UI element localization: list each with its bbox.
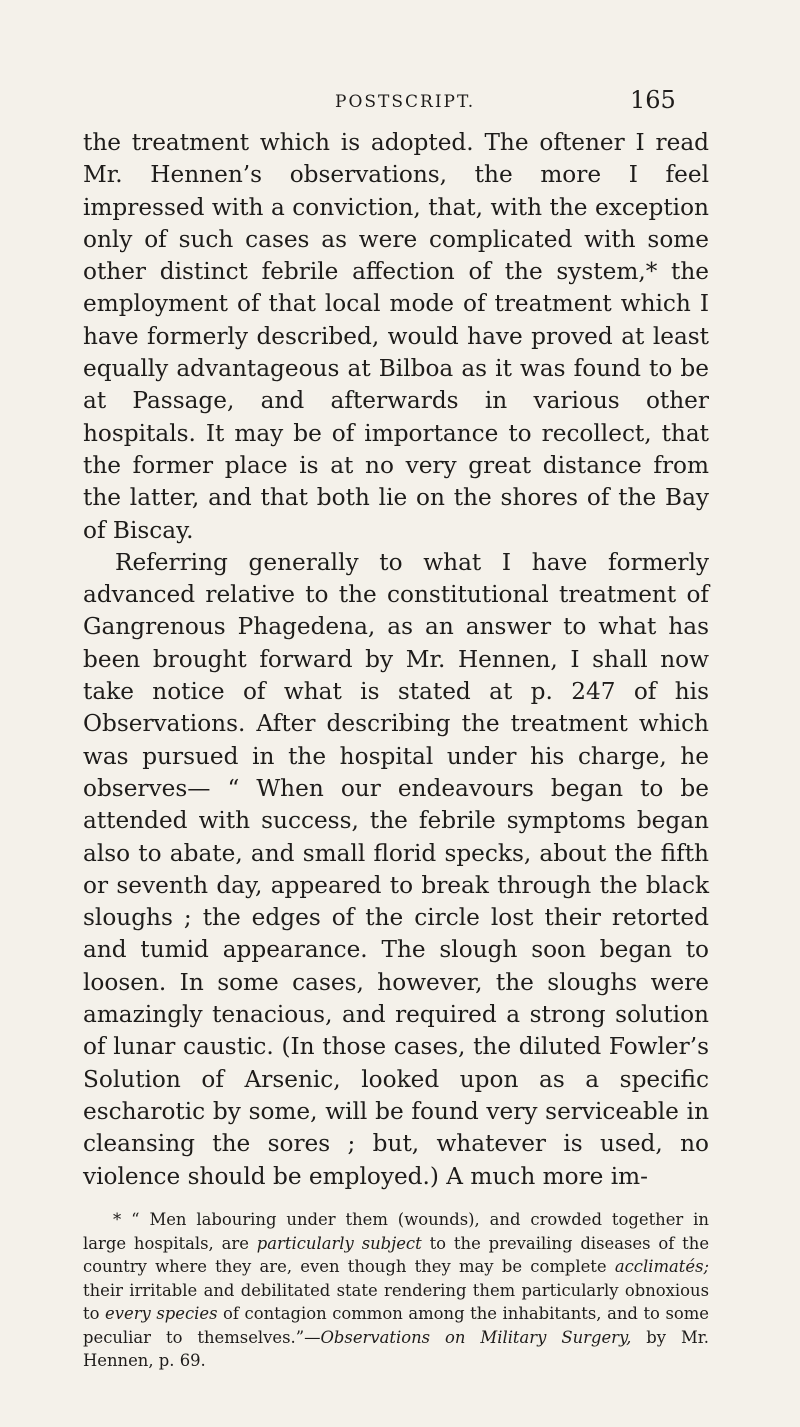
page-number: 165 xyxy=(630,86,676,114)
running-head: POSTSCRIPT. xyxy=(335,92,476,112)
paragraph-2: Referring generally to what I have formerly advanced relative to the constitutional treatment of Gangrenous Phagedena, as an answer to what has been brought forward by Mr. Hennen, I shall now take notice of what is stated at p. 247 of his Observations. After describing the treatment which was pursued in the hospital under his charge, he observes— “ When our endeavours began to be attended with success, the febrile symptoms began also to abate, and small florid specks, about the fifth or seventh day, appeared to break through the black sloughs ; the edges of the circle lost their retorted and tumid appearance. The slough soon began to loosen. In some cases, however, the sloughs were amazingly tenacious, and required a strong solution of lunar caustic. (In those cases, the diluted Fowler’s Solution of Arsenic, looked upon as a specific escharotic by some, will be found very serviceable in cleansing the sores ; but, whatever is used, no violence should be employed.) A much more im- xyxy=(83,548,709,1190)
footnote-emphasis-1: particularly subject xyxy=(256,1233,422,1253)
footnote-part-3: their irritable and debilitated state rendering them particularly obnoxious to xyxy=(83,1280,709,1323)
footnote-part-5: by Mr. Hennen, p. 69. xyxy=(83,1327,710,1370)
footnote-part-4: of contagion common among the inhabitants, and to some peculiar to themselves.”— xyxy=(83,1304,709,1347)
paragraph-1: the treatment which is adopted. The oftener I read Mr. Hennen’s observations, the more I feel impressed with a conviction, that, with the exception only of such cases as were complicated with some other distinct febrile affection of the system,* the employment of that local mode of treatment which I have formerly described, would have proved at least equally advantageous at Bilboa as it was found to be at Passage, and afterwards in various other hospitals. It may be of importance to recollect, that the former place is at no very great distance from the latter, and that both lie on the shores of the Bay of Biscay. xyxy=(83,129,709,544)
footnote-part-1: * “ Men labouring under them (wounds), and crowded together in large hospitals, are xyxy=(83,1210,709,1253)
footnote-emphasis-3: every species xyxy=(105,1304,218,1323)
footnote xyxy=(83,1208,709,1373)
footnote-emphasis-2: acclimatés; xyxy=(614,1257,710,1276)
footnote-text xyxy=(83,1208,709,1373)
page-header xyxy=(0,86,800,120)
footnote-emphasis-4: Observations on Military Surgery, xyxy=(320,1327,632,1347)
footnote-part-2: to the prevailing diseases of the country where they are, even though they may be complete xyxy=(83,1233,710,1276)
body-text xyxy=(83,127,709,1193)
